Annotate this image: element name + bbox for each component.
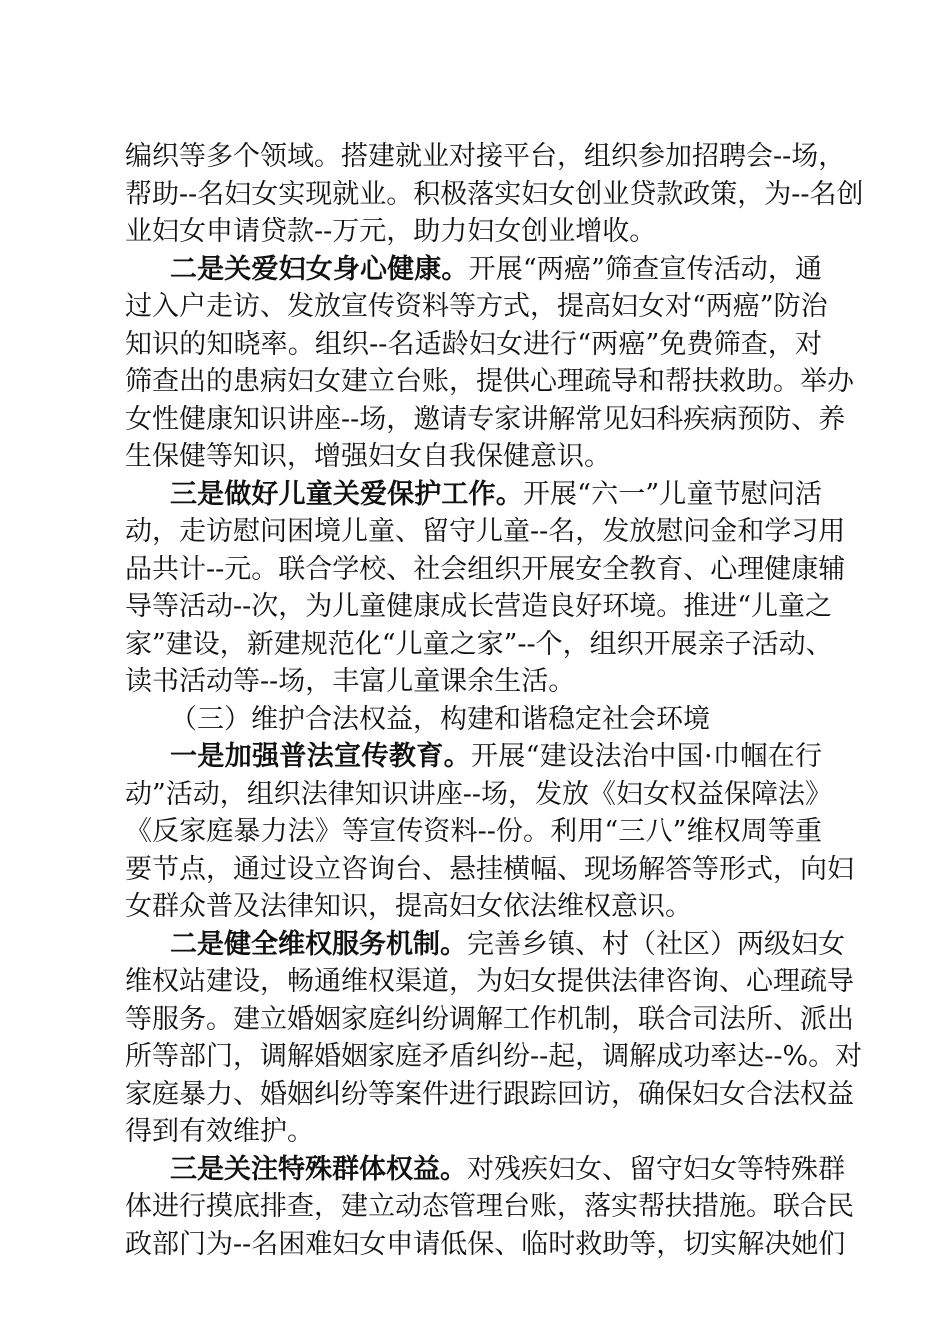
text-line — [125, 1001, 854, 1039]
line-text: 动，走访慰问困境儿童、留守儿童--名，发放慰问金和学习用 — [125, 516, 846, 547]
text-line — [125, 213, 822, 251]
text-line — [125, 1076, 854, 1114]
text-line — [125, 626, 833, 664]
text-line — [125, 588, 833, 626]
line-text: 家庭暴力、婚姻纠纷等案件进行跟踪回访，确保妇女合法权益 — [125, 1078, 854, 1110]
text-line — [125, 551, 846, 589]
text-line — [125, 1226, 846, 1264]
line-text: 开展“六一”儿童节慰问活 — [522, 478, 823, 510]
line-text: 所等部门，调解婚姻家庭矛盾纠纷--起，调解成功率达--%。对 — [125, 1041, 863, 1072]
text-line — [125, 363, 854, 401]
line-text: 政部门为--名困难妇女申请低保、临时救助等，切实解决她们 — [125, 1228, 846, 1260]
paragraph — [125, 138, 864, 251]
text-line — [125, 738, 822, 776]
document-page — [125, 138, 864, 1263]
line-text: 开展“两癌”筛查宣传活动，通 — [468, 253, 823, 285]
text-line — [125, 176, 864, 214]
text-line — [125, 701, 822, 739]
text-line — [125, 663, 822, 701]
paragraph — [125, 701, 822, 739]
line-text: 品共计--元。联合学校、社会组织开展安全教育、心理健康辅 — [125, 553, 846, 585]
line-text: 完善乡镇、村（社区）两级妇女 — [467, 928, 845, 960]
paragraph-lead: 三是做好儿童关爱保护工作。 — [170, 478, 523, 510]
text-line — [125, 813, 822, 851]
text-line — [125, 513, 846, 551]
paragraph — [125, 476, 846, 701]
text-line — [125, 288, 828, 326]
text-line — [125, 438, 822, 476]
text-line — [125, 1188, 854, 1226]
text-line — [125, 888, 822, 926]
line-text: 等服务。建立婚姻家庭纠纷调解工作机制，联合司法所、派出 — [125, 1003, 854, 1035]
text-line — [125, 926, 845, 964]
line-text: 女性健康知识讲座--场，邀请专家讲解常见妇科疾病预防、养 — [125, 403, 846, 435]
paragraph-lead: 三是关注特殊群体权益。 — [170, 1153, 467, 1185]
text-line — [125, 476, 822, 514]
paragraph-lead: 二是关爱妇女身心健康。 — [170, 253, 469, 285]
text-line — [125, 776, 833, 814]
paragraph-lead: 二是健全维权服务机制。 — [170, 928, 467, 960]
text-line — [125, 401, 846, 439]
text-line — [125, 1151, 845, 1189]
paragraph — [125, 926, 863, 1151]
text-line — [125, 1113, 822, 1151]
paragraph — [125, 251, 854, 476]
text-line — [125, 326, 822, 364]
line-text: 生保健等知识，增强妇女自我保健意识。 — [125, 441, 611, 472]
line-text: 得到有效维护。 — [125, 1116, 314, 1147]
line-text: 体进行摸底排查，建立动态管理台账，落实帮扶措施。联合民 — [125, 1191, 854, 1222]
text-line — [125, 963, 854, 1001]
paragraph — [125, 1151, 854, 1264]
paragraph-lead: 一是加强普法宣传教育。 — [170, 741, 471, 772]
line-text: （三）维护合法权益，构建和谐稳定社会环境 — [170, 703, 710, 735]
line-text: 家”建设，新建规范化“儿童之家”--个，组织开展亲子活动、 — [125, 628, 833, 660]
line-text: 帮助--名妇女实现就业。积极落实妇女创业贷款政策，为--名创 — [125, 178, 864, 210]
line-text: 对残疾妇女、留守妇女等特殊群 — [467, 1153, 845, 1185]
line-text: 维权站建设，畅通维权渠道，为妇女提供法律咨询、心理疏导 — [125, 966, 854, 997]
line-text: 动”活动，组织法律知识讲座--场，发放《妇女权益保障法》 — [125, 778, 833, 810]
line-text: 开展“建设法治中国·巾帼在行 — [470, 741, 823, 772]
line-text: 要节点，通过设立咨询台、悬挂横幅、现场解答等形式，向妇 — [125, 853, 854, 885]
line-text: 《反家庭暴力法》等宣传资料--份。利用“三八”维权周等重 — [125, 816, 822, 847]
line-text: 女群众普及法律知识，提高妇女依法维权意识。 — [125, 891, 692, 922]
text-line — [125, 251, 822, 289]
text-line — [125, 1038, 863, 1076]
line-text: 筛查出的患病妇女建立台账，提供心理疏导和帮扶救助。举办 — [125, 366, 854, 397]
line-text: 导等活动--次，为儿童健康成长营造良好环境。推进“儿童之 — [125, 591, 833, 622]
text-line — [125, 138, 846, 176]
line-text: 过入户走访、发放宣传资料等方式，提高妇女对“两癌”防治 — [125, 291, 828, 322]
paragraph — [125, 738, 854, 926]
text-line — [125, 851, 854, 889]
line-text: 读书活动等--场，丰富儿童课余生活。 — [125, 666, 576, 697]
line-text: 知识的知晓率。组织--名适龄妇女进行“两癌”免费筛查，对 — [125, 328, 822, 360]
line-text: 业妇女申请贷款--万元，助力妇女创业增收。 — [125, 216, 657, 247]
line-text: 编织等多个领域。搭建就业对接平台，组织参加招聘会--场， — [125, 141, 846, 172]
